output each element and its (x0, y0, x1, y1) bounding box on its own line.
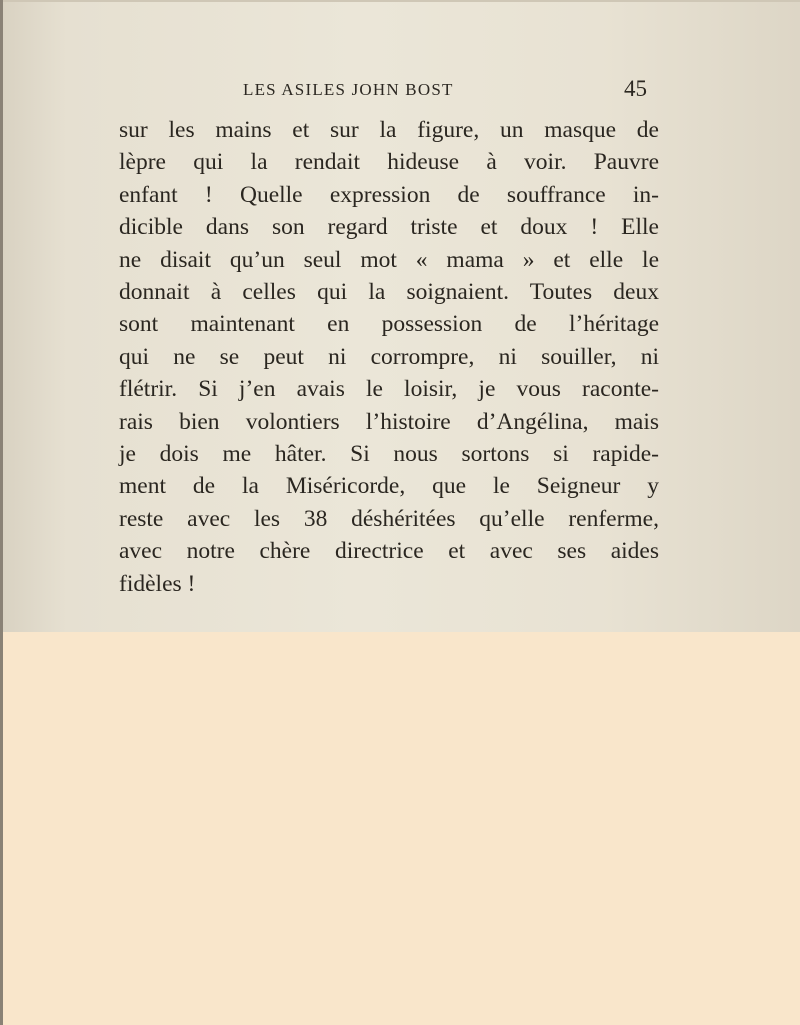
text-line: je dois me hâter. Si nous sortons si rapide- (119, 441, 659, 468)
text-line: ment de la Miséricorde, que le Seigneur y (119, 473, 659, 500)
text-line: qui ne se peut ni corrompre, ni souiller, ni (119, 343, 659, 370)
text-line: dicible dans son regard triste et doux ! Elle (119, 214, 659, 241)
page-number: 45 (624, 76, 647, 101)
body-text (119, 114, 659, 600)
text-line: lèpre qui la rendait hideuse à voir. Pauvre (119, 149, 659, 176)
text-line: flétrir. Si j’en avais le loisir, je vous raconte- (119, 376, 659, 403)
scanned-page (3, 0, 800, 632)
text-line: donnait à celles qui la soignaient. Toutes deux (119, 279, 659, 306)
text-line: avec notre chère directrice et avec ses aides (119, 538, 659, 565)
text-line: enfant ! Quelle expression de souffrance in- (119, 181, 659, 208)
text-line: ne disait qu’un seul mot « mama » et elle le (119, 246, 659, 273)
text-line: sur les mains et sur la figure, un masque de (119, 117, 659, 143)
scan-top-edge (3, 0, 800, 2)
text-line: rais bien volontiers l’histoire d’Angélina, mais (119, 408, 659, 435)
running-head: LES ASILES JOHN BOST (243, 80, 454, 99)
text-line: reste avec les 38 déshéritées qu’elle renferme, (119, 505, 659, 532)
text-line: sont maintenant en possession de l’héritage (119, 311, 659, 338)
text-line: fidèles ! (119, 570, 196, 597)
page-header (3, 76, 800, 106)
